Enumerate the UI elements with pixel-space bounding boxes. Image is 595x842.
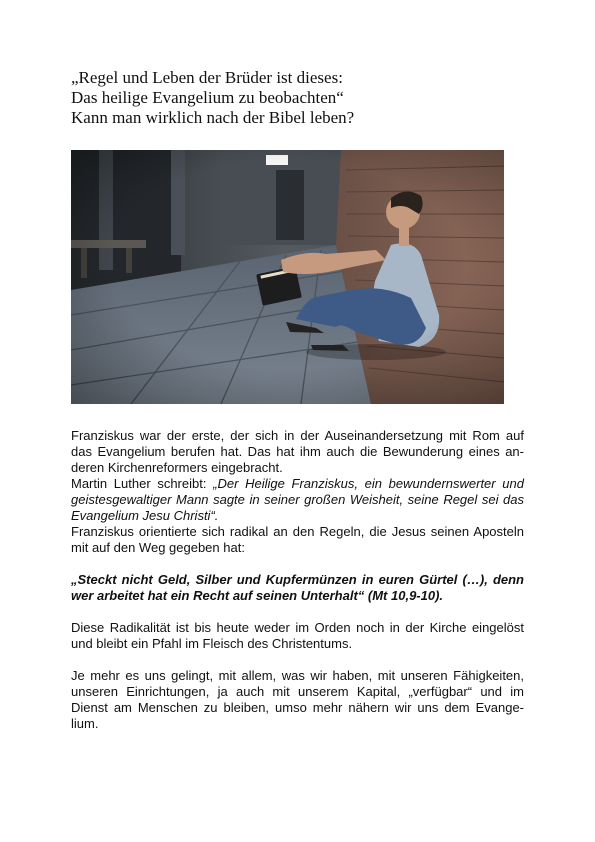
text-line: Dienst am Menschen zu bleiben, umso mehr nähern wir uns dem Evange-	[71, 700, 524, 715]
photo	[71, 150, 504, 404]
paragraph	[71, 620, 524, 652]
quote-text: Evangelium Jesu Christi“.	[71, 508, 219, 523]
paragraph	[71, 428, 524, 476]
text-line: Je mehr es uns gelingt, mit allem, was wir haben, mit unseren Fähigkeiten,	[71, 668, 524, 683]
text-line: Diese Radikalität ist bis heute weder im Orden noch in der Kirche eingelöst	[71, 620, 524, 635]
text-line	[71, 476, 524, 492]
bible-quote	[71, 572, 524, 604]
text-line: mit auf den Weg gegeben hat:	[71, 540, 245, 555]
text-line: wer arbeitet hat ein Recht auf seinen Unterhalt“ (Mt 10,9-10).	[71, 588, 444, 603]
quote-text: geistesgewaltiger Mann sagte in seiner großen Weisheit, seine Regel sei das	[71, 492, 524, 507]
title-line: Kann man wirklich nach der Bibel leben?	[71, 108, 355, 127]
text-line: lium.	[71, 716, 99, 731]
text-line: Franziskus war der erste, der sich in der Auseinandersetzung mit Rom auf	[71, 428, 524, 443]
quote-intro: Martin Luther schreibt:	[71, 476, 214, 491]
paragraph	[71, 668, 524, 732]
text-line: das Evangelium berufen hat. Das hat ihm auch die Bewunderung eines an-	[71, 444, 524, 459]
text-line: deren Kirchenreformers eingebracht.	[71, 460, 283, 475]
quote-text: „Der Heilige Franziskus, ein bewundernswerter und	[213, 476, 524, 491]
title-line: Das heilige Evangelium zu beobachten“	[71, 88, 344, 107]
text-line: unseren Einrichtungen, ja auch mit unserem Kapital, „verfügbar“ und im	[71, 684, 524, 699]
title-line: „Regel und Leben der Brüder ist dieses:	[71, 68, 343, 87]
text-line: Franziskus orientierte sich radikal an den Regeln, die Jesus seinen Aposteln	[71, 524, 524, 539]
paragraph	[71, 524, 524, 556]
text-line: „Steckt nicht Geld, Silber und Kupfermünzen in euren Gürtel (…), denn	[71, 572, 524, 587]
page-title	[71, 68, 531, 128]
text-line: und bleibt ein Pfahl im Fleisch des Christentums.	[71, 636, 353, 651]
photo-man-sitting-with-bible-icon	[71, 150, 504, 404]
paragraph-luther-quote	[71, 476, 524, 524]
